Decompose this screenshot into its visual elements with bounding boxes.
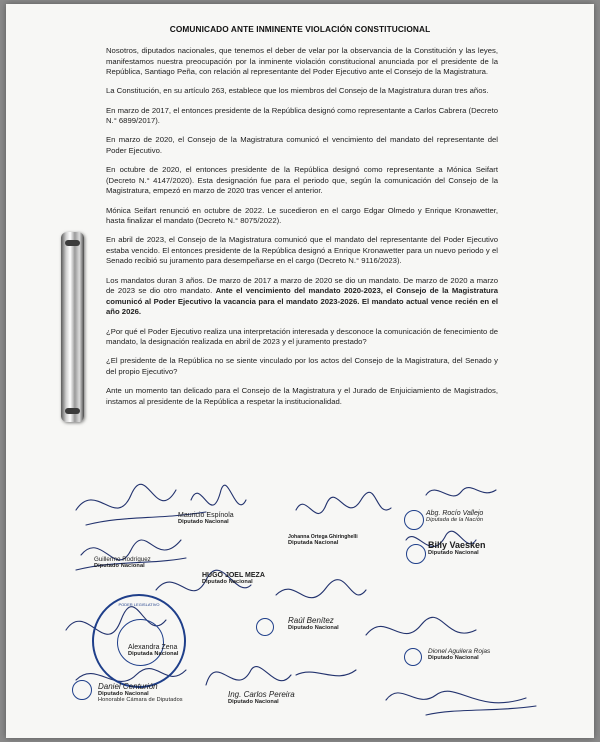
signatory-vallejo: Abg. Rocío Vallejo Diputada de la Nación	[426, 510, 484, 523]
paragraph-question-1: ¿Por qué el Poder Ejecutivo realiza una interpretación interesada y desconoce la comunicación de fenecimiento de mandato, la designación realizada en abril de 2023 y el juramento prestado?	[106, 326, 498, 347]
seal-vaesken	[406, 544, 426, 564]
document-title: COMUNICADO ANTE INMINENTE VIOLACIÓN CONSTITUCIONAL	[169, 24, 431, 34]
signatory-aguilera: Dionel Aguilera Rojas Diputado Nacional	[428, 648, 491, 661]
paragraph-question-2: ¿El presidente de la República no se siente vinculado por los actos del Consejo de la Magistratura, del Senado y del propio Ejecutivo?	[106, 356, 498, 376]
binder-clip-ring	[65, 240, 80, 246]
binder-clip-ring	[65, 408, 80, 414]
seal-aguilera	[404, 648, 422, 666]
seal-text: PODER LEGISLATIVO	[118, 602, 160, 607]
signatory-meza: HUGO JOEL MEZA Diputado Nacional	[202, 572, 265, 585]
signatory-benitez: Raúl Benítez Diputado Nacional	[288, 616, 339, 631]
signatory-espinola: Mauricio Espínola Diputado Nacional	[178, 512, 234, 525]
paragraph-article-263: La Constitución, en su artículo 263, establece que los miembros del Consejo de la Magistratura duran tres años.	[106, 86, 489, 96]
signatory-zena: Alexandra Zena Diputada Nacional	[128, 644, 179, 657]
signatory-ortega: Johanna Ortega Ghiringhelli Diputada Nacional	[288, 534, 358, 546]
paragraph-mandates	[106, 276, 498, 318]
paragraph-2023: En abril de 2023, el Consejo de la Magistratura comunicó que el mandato del representante del Poder Ejecutivo estaba vencido. El entonces presidente de la República designó a Enrique Kronawetter para un nuevo periodo y el Senado recibió su juramento para desempeñarse en el cargo (Decreto N.° 9116/2023).	[106, 235, 498, 266]
mandates-bold: Ante el vencimiento del mandato 2020-2023, el Consejo de la Magistratura comunicó al Poder Ejecutivo la vacancia para el mandato 2023-2026. El mandato actual vence recién en el año 2026.	[106, 286, 498, 317]
seal-benitez	[256, 618, 274, 636]
signatory-centurion: Daniel Centurión Diputado Nacional Honorable Cámara de Diputados	[98, 682, 183, 703]
paragraph-2020-october: En octubre de 2020, el entonces presidente de la República designó como representante a Mónica Seifart (Decreto N.° 4147/2020). Esta designación fue para el periodo que, según la comunicación del Consejo de la Magistratura, empezó en marzo de 2020 tras vencer el anterior.	[106, 165, 498, 196]
legislative-seal	[92, 594, 186, 688]
mandates-plain: Los mandatos duran 3 años. De marzo de 2017 a marzo de 2020 se dio un mandato. De marzo de 2020 a marzo de 2023 se dio otro mandato.	[106, 275, 498, 296]
document-body	[106, 46, 498, 413]
paragraph-2020-march: En marzo de 2020, el Consejo de la Magistratura comunicó el vencimiento del mandato del representante del Poder Ejecutivo.	[106, 135, 498, 155]
binder-clip	[61, 232, 84, 422]
signatory-rodriguez: Guillermo Rodríguez Diputado Nacional	[94, 556, 151, 569]
paragraph-closing: Ante un momento tan delicado para el Consejo de la Magistratura y el Jurado de Enjuiciamiento de Magistrados, instamos al presidente de la República a respetar la institucionalidad.	[106, 386, 498, 406]
seal-inner-ring	[117, 619, 164, 666]
paragraph-preamble: Nosotros, diputados nacionales, que tenemos el deber de velar por la observancia de la Constitución y las leyes, manifestamos nuestra preocupación por la inminente violación constitucional anunciada por el presidente de la República, Santiago Peña, con relación al representante del Poder Ejecutivo ante el Consejo de la Magistratura.	[106, 46, 498, 77]
signatures-area	[6, 470, 594, 738]
seal-centurion	[72, 680, 92, 700]
seal-vallejo	[404, 510, 424, 530]
signatory-vaesken: Billy Vaesken Diputado Nacional	[428, 540, 486, 556]
signatory-pereira: Ing. Carlos Pereira Diputado Nacional	[228, 690, 295, 705]
paragraph-2017: En marzo de 2017, el entonces presidente de la República designó como representante a Carlos Cabrera (Decreto N.° 6899/2017).	[106, 105, 498, 126]
document-page	[6, 4, 594, 738]
paragraph-2022: Mónica Seifart renunció en octubre de 2022. Le sucedieron en el cargo Edgar Olmedo y Enrique Kronawetter, hasta finalizar el mandato (Decreto N.° 8075/2022).	[106, 205, 498, 226]
